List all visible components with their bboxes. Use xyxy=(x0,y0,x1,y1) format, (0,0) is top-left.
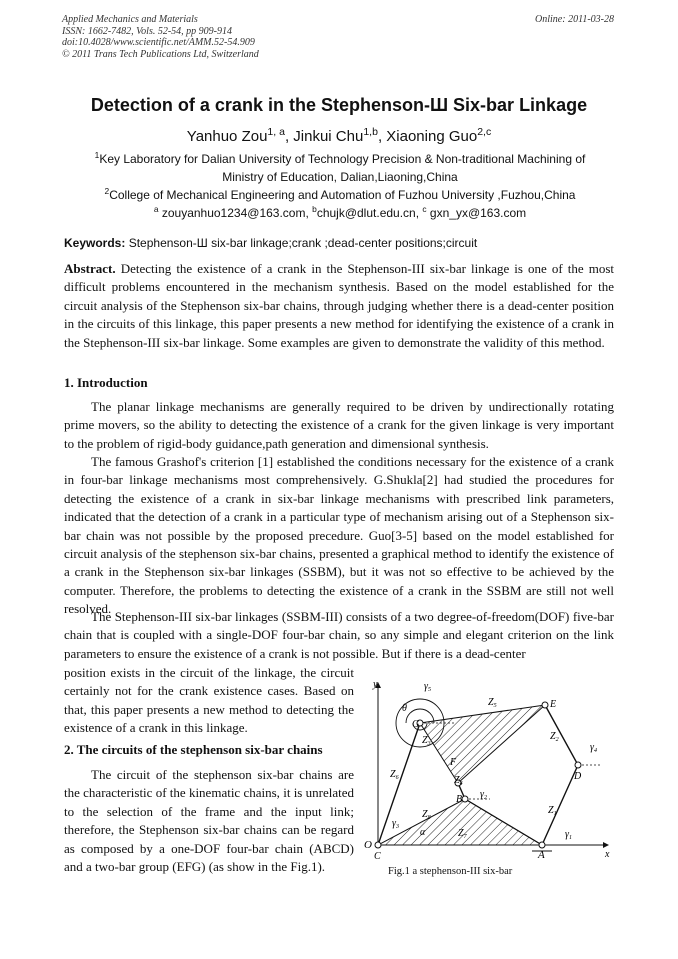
author-name: Jinkui Chu xyxy=(293,128,364,145)
keywords xyxy=(64,236,614,250)
label-z3: $Z_2$ xyxy=(550,731,559,743)
label-z5: $Z_5$ xyxy=(488,697,497,709)
label-gamma4: $\gamma_4$ xyxy=(590,742,597,754)
abstract xyxy=(64,260,614,352)
email[interactable]: chujk@dlut.edu.cn xyxy=(316,206,416,220)
label-b: B xyxy=(456,794,463,805)
label-z3-upper: $Z_3$ xyxy=(422,735,431,747)
copyright-line: © 2011 Trans Tech Publications Ltd, Switzerland xyxy=(62,48,259,60)
paragraph: The Stephenson-III six-bar linkages (SSBM-III) consists of a two degree-of-freedom(DOF) five-bar chain that is coupled with a single-DOF four-bar chain, so any simple and elegant criterion on the link parameters to ensure the existence of a crank is not possible. But if there is a dead-center xyxy=(64,609,614,661)
label-a: A xyxy=(538,849,545,861)
abstract-label: Abstract. xyxy=(64,261,116,276)
label-g: G xyxy=(412,719,420,730)
issn-line: ISSN: 1662-7482, Vols. 52-54, pp 909-914 xyxy=(62,25,232,37)
label-d: D xyxy=(574,771,582,782)
affiliation-2: $^2$College of Mechanical Engineering and Automation of Fuzhou University ,Fuzhou,China xyxy=(104,186,576,202)
paragraph-continued: position exists in the circuit of the linkage, the circuit certainly not for the crank existence cases. Based on that, this paper presents a new method to detecting the existence of a crank in this linkage. xyxy=(64,665,354,736)
joint-b xyxy=(462,796,468,802)
label-z8: $Z_8$ xyxy=(422,809,431,821)
author-sup: 2,c xyxy=(477,126,492,138)
label-gamma1: $\gamma_1$ xyxy=(565,829,572,841)
abstract-text: Detecting the existence of a crank in the Stephenson-III six-bar linkage is one of the most difficult problems encountered in the mechanism synthesis. Based on the model established for the circuit analysis of the Stephenson six-bar chains, through judging whether there is a dead-center position in the circuits of this linkage, this paper presents a new method for identifying the existence of a crank in the Stephenson-III six-bar linkage. Some examples are given to demonstrate the validity of this method. xyxy=(64,261,615,350)
paragraph: The famous Grashof's criterion [1] established the conditions necessary for the existence of a crank in four-bar linkage mechanisms most comprehensively. G.Shukla[2] had studied the procedures for detecting the existence of a crank in six-bar linkage mechanisms with prescribed link parameters, indicated that the detection of a crank in a particular type of mechanism arising out of a Stephenson six-bar chain was not possible by the proposed precedure. Guo[3-5] based on the model established for circuit analysis of the stephenson six-bar chains, presented a graphical method to identify the existence of a crank in the Stephenson six-bar linkages (SSBM), but it was not so effective to be achieved by the computer. Therefore, the problems to detecting the existence of a crank in the SSBM are still not well resolved. xyxy=(64,454,614,617)
paragraph: The circuit of the stephenson six-bar chains are the characteristic of the kinematic chains, it is unrelated to the selection of the frame and the input link; therefore, the Stephenson six-bar chains can be regard as composed by a one-DOF four-bar chain (ABCD) and a two-bar group (EFG) (as show in the Fig.1). xyxy=(64,767,354,875)
journal-name: Applied Mechanics and Materials xyxy=(62,14,198,25)
online-date: Online: 2011-03-28 xyxy=(535,14,614,25)
paper-title: Detection of a crank in the Stephenson-Ш Six-bar Linkage xyxy=(90,95,588,115)
coupler-triangle-top xyxy=(420,705,545,783)
email[interactable]: zouyanhuo1234@163.com xyxy=(161,206,306,220)
author-sup: 1,b xyxy=(363,126,378,138)
label-f: F xyxy=(450,757,457,768)
email-line: $^a$ zouyanhuo1234@163.com, $^b$chujk@dlut.edu.cn, $^c$ gxn_yx@163.com xyxy=(153,204,527,220)
label-z2: $Z_7$ xyxy=(458,828,467,840)
label-alpha: α xyxy=(420,827,426,838)
keywords-label: Keywords: xyxy=(64,236,126,250)
figure-six-bar-linkage xyxy=(360,675,614,870)
affiliation-1: $^1$Key Laboratory for Dalian University of Technology Precision & Non-traditional Machining of Ministry of Education, Dalian,Liaoning,China xyxy=(94,150,586,184)
label-gamma2: $\gamma_2$ xyxy=(480,789,487,801)
label-gamma5: $\gamma_5$ xyxy=(424,681,431,693)
author-sup: 1, a xyxy=(267,126,285,138)
author-name: Yanhuo Zou xyxy=(186,128,268,145)
author-name: Xiaoning Guo xyxy=(386,128,478,145)
doi-line: doi:10.4028/www.scientific.net/AMM.52-54.909 xyxy=(62,37,255,48)
label-gamma3: $\gamma_3$ xyxy=(392,818,399,830)
author-list: Yanhuo Zou$^{1, a}$, Jinkui Chu$^{1,b}$, Xiaoning Guo$^{2,c}$ xyxy=(186,126,492,145)
label-y: y xyxy=(373,679,378,690)
journal-header xyxy=(62,14,259,60)
label-c: C xyxy=(374,851,381,862)
label-x: x xyxy=(605,849,610,860)
email[interactable]: gxn_yx@163.com xyxy=(429,206,527,220)
joint-d xyxy=(575,762,581,768)
label-o: O xyxy=(364,839,372,851)
label-theta: θ xyxy=(402,703,407,714)
joint-e xyxy=(542,702,548,708)
label-z6: $Z_6$ xyxy=(390,769,399,781)
label-e: E xyxy=(550,699,557,710)
joint-a xyxy=(539,842,545,848)
keywords-text: Stephenson-Ш six-bar linkage;crank ;dead-center positions;circuit xyxy=(128,236,478,250)
joint-c xyxy=(375,842,381,848)
section-heading: 1. Introduction xyxy=(64,375,148,390)
figure-caption: Fig.1 a stephenson-III six-bar xyxy=(388,866,513,877)
section-heading: 2. The circuits of the stephenson six-bar chains xyxy=(64,742,323,757)
paragraph: The planar linkage mechanisms are generally required to be driven by undirectionally rotating prime movers, so the ability to detecting the existence of a crank for the given linkage is very important to the problem of rigid-body guidance,path generation and dimensional synthesis. xyxy=(64,399,614,451)
label-z4: $Z_4$ xyxy=(454,775,463,787)
label-z1: $Z_1$ xyxy=(548,805,557,817)
